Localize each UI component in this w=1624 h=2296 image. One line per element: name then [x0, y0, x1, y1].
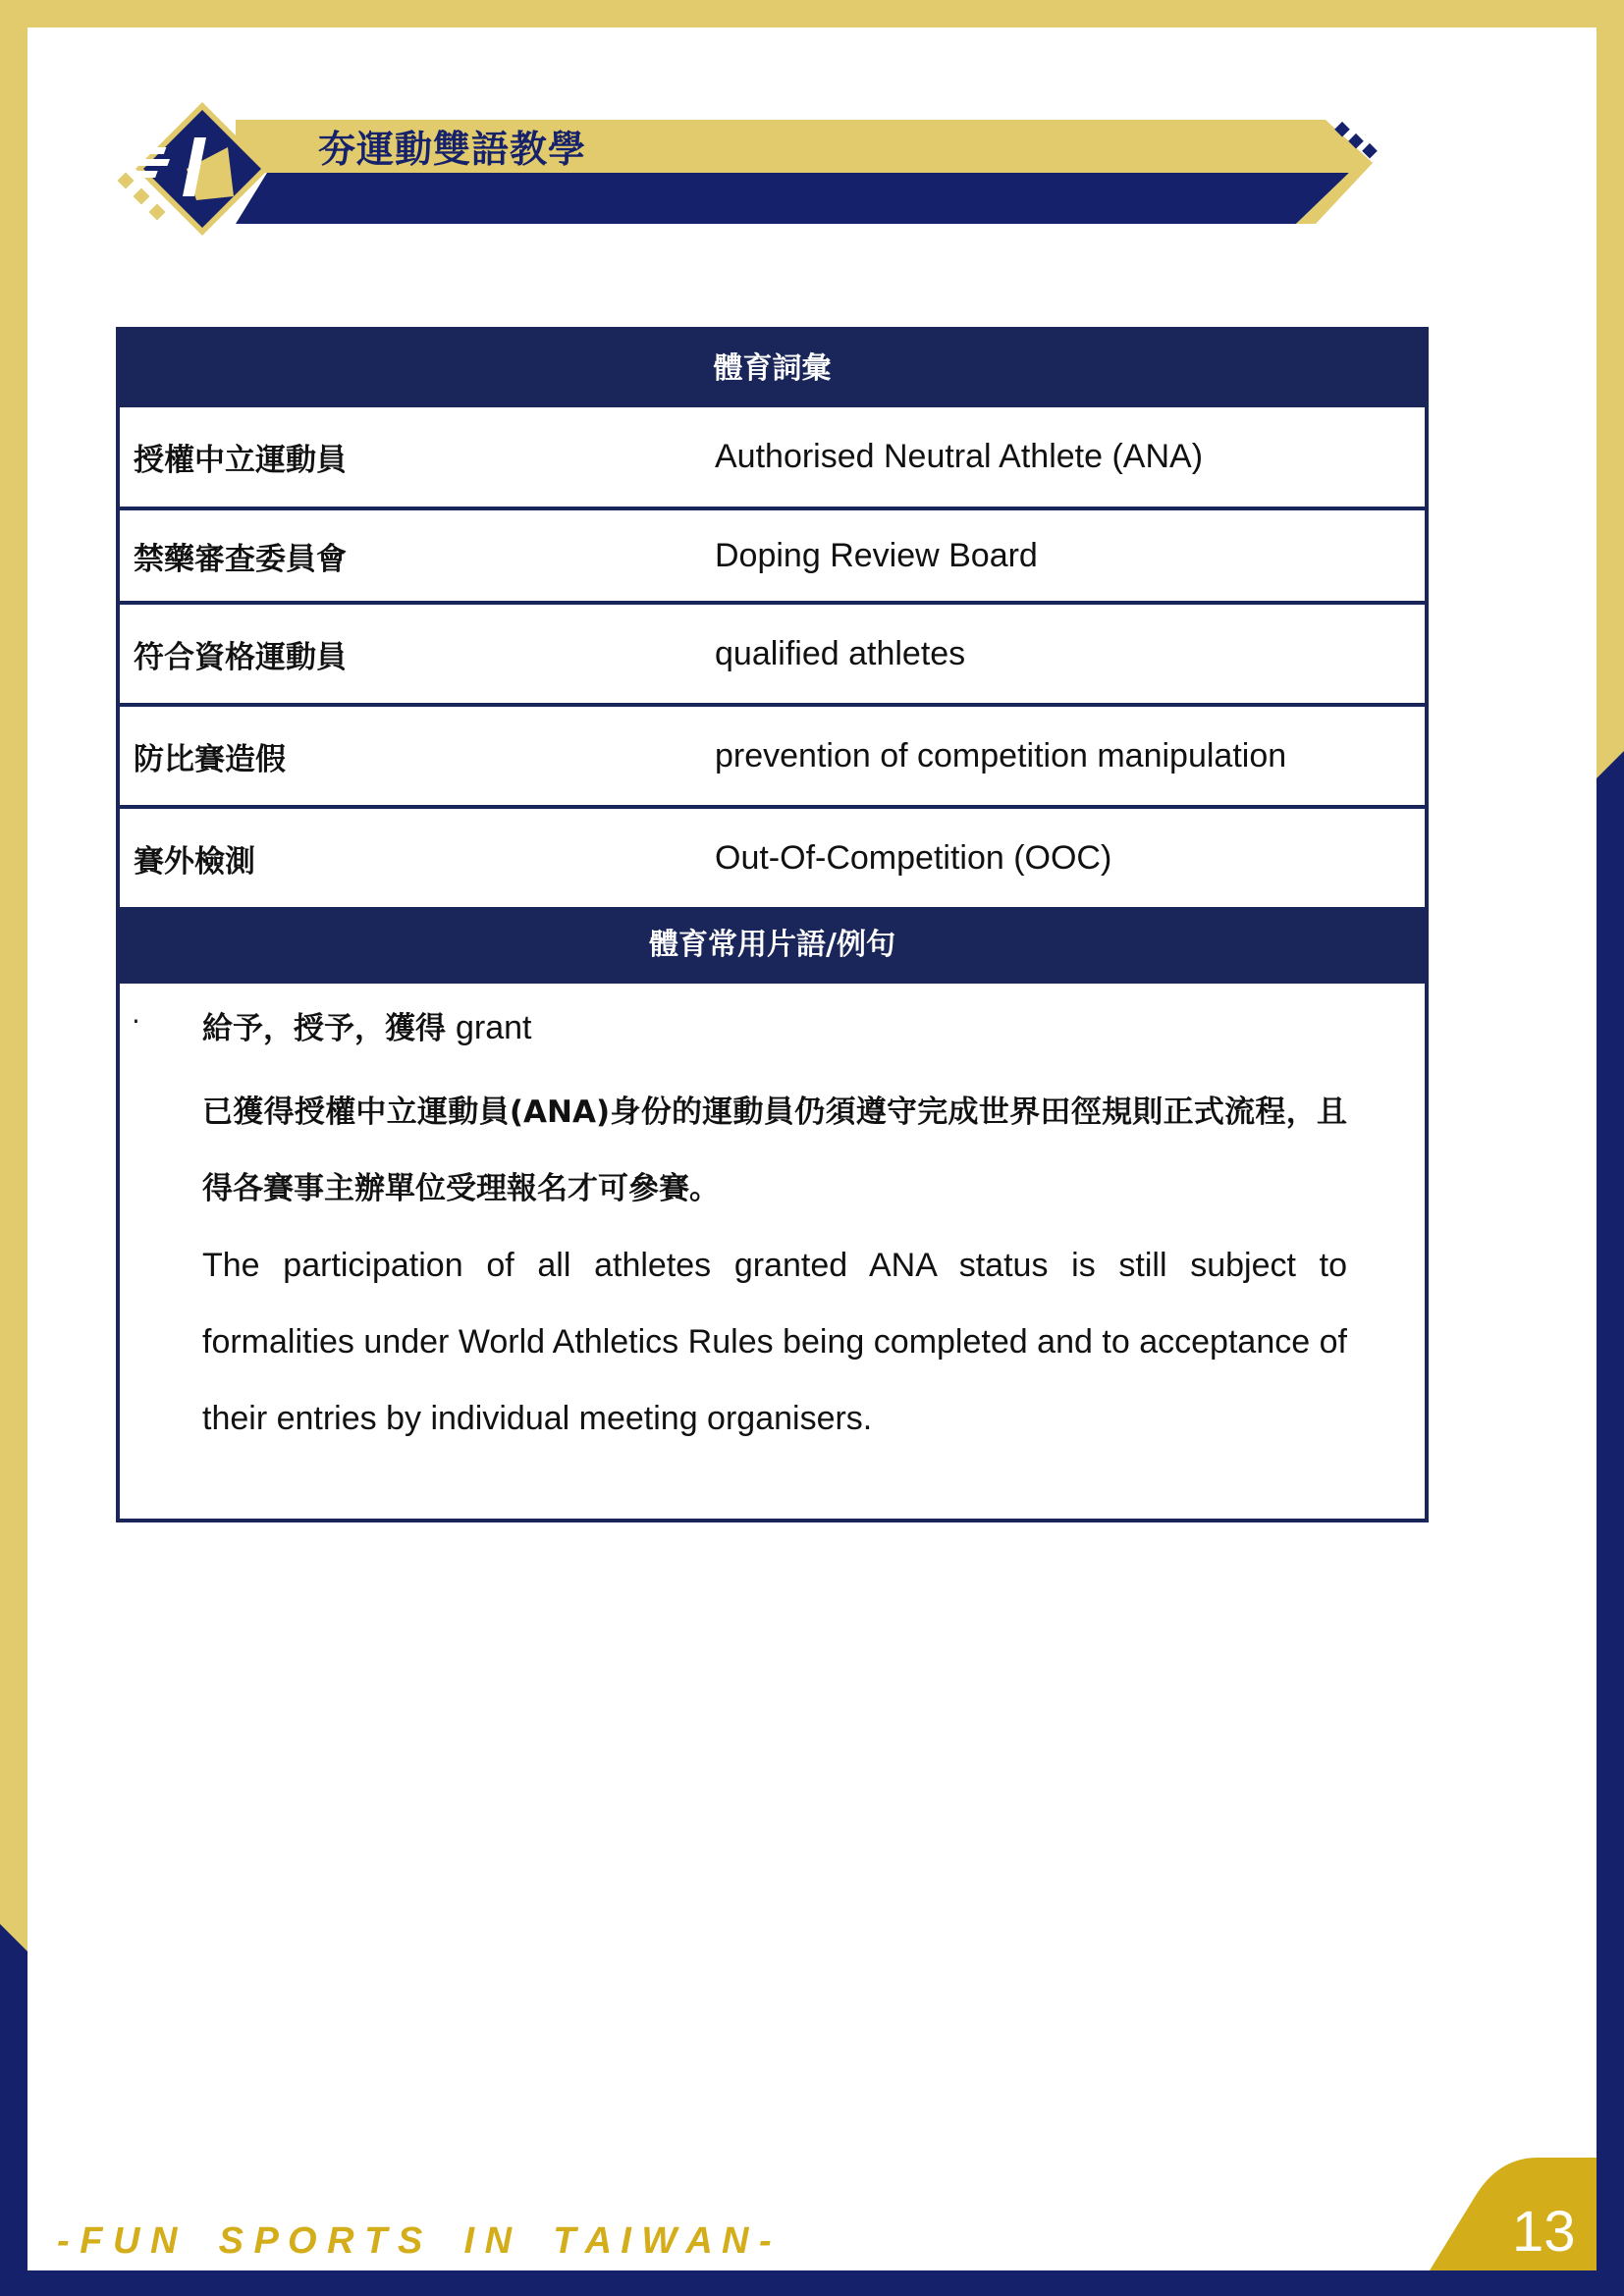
footer-bar [0, 2270, 1624, 2296]
vocabulary-table [116, 327, 1429, 1522]
bullet-marker: · [132, 1005, 140, 1038]
vocab-term-en: qualified athletes [715, 634, 966, 672]
vocab-term-zh: 賽外檢測 [134, 843, 255, 880]
vocab-term-en: Doping Review Board [715, 536, 1038, 574]
phrase-keyword [202, 1003, 1347, 1047]
vocab-term-en: prevention of competition manipulation [715, 736, 1287, 774]
corner-navy-right [1595, 751, 1624, 780]
vocab-row [120, 507, 1425, 601]
vocabulary-heading: 體育詞彙 [120, 331, 1425, 407]
vocab-term-en: Authorised Neutral Athlete (ANA) [715, 438, 1204, 475]
phrases-heading: 體育常用片語/例句 [120, 907, 1425, 984]
vocab-row [120, 805, 1425, 907]
header-title: 夯運動雙語教學 [318, 128, 587, 171]
vocab-term-en: Out-Of-Competition (OOC) [715, 838, 1112, 877]
footer-tagline: - F U N S P O R T S I N T A I W A N - [57, 2220, 772, 2262]
vocab-term-zh: 禁藥審查委員會 [134, 541, 347, 577]
example-sentence-zh: 已獲得授權中立運動員(ANA)身份的運動員仍須遵守完成世界田徑規則正式流程，且得各賽事主辦單位受理報名才可參賽。 [202, 1095, 1347, 1206]
page-number: 13 [1512, 2200, 1576, 2264]
phrase-keyword-en: grant [456, 1009, 532, 1046]
side-navy-right [1595, 780, 1624, 2296]
header-banner [0, 0, 1624, 255]
vocab-term-zh: 授權中立運動員 [134, 443, 347, 478]
vocab-row [120, 407, 1425, 507]
vocab-row [120, 601, 1425, 703]
vocab-row [120, 703, 1425, 805]
example-sentence-en: The participation of all athletes granted ANA status is still subject to formalities under World Athletics Rules being completed and to acceptance of their entries by individual meeting organisers. [202, 1247, 1347, 1437]
phrases-body [120, 984, 1425, 1519]
vocab-term-zh: 防比賽造假 [134, 741, 286, 777]
vocab-term-zh: 符合資格運動員 [134, 639, 347, 675]
phrase-keyword-zh: 給予，授予，獲得 [202, 1011, 446, 1046]
